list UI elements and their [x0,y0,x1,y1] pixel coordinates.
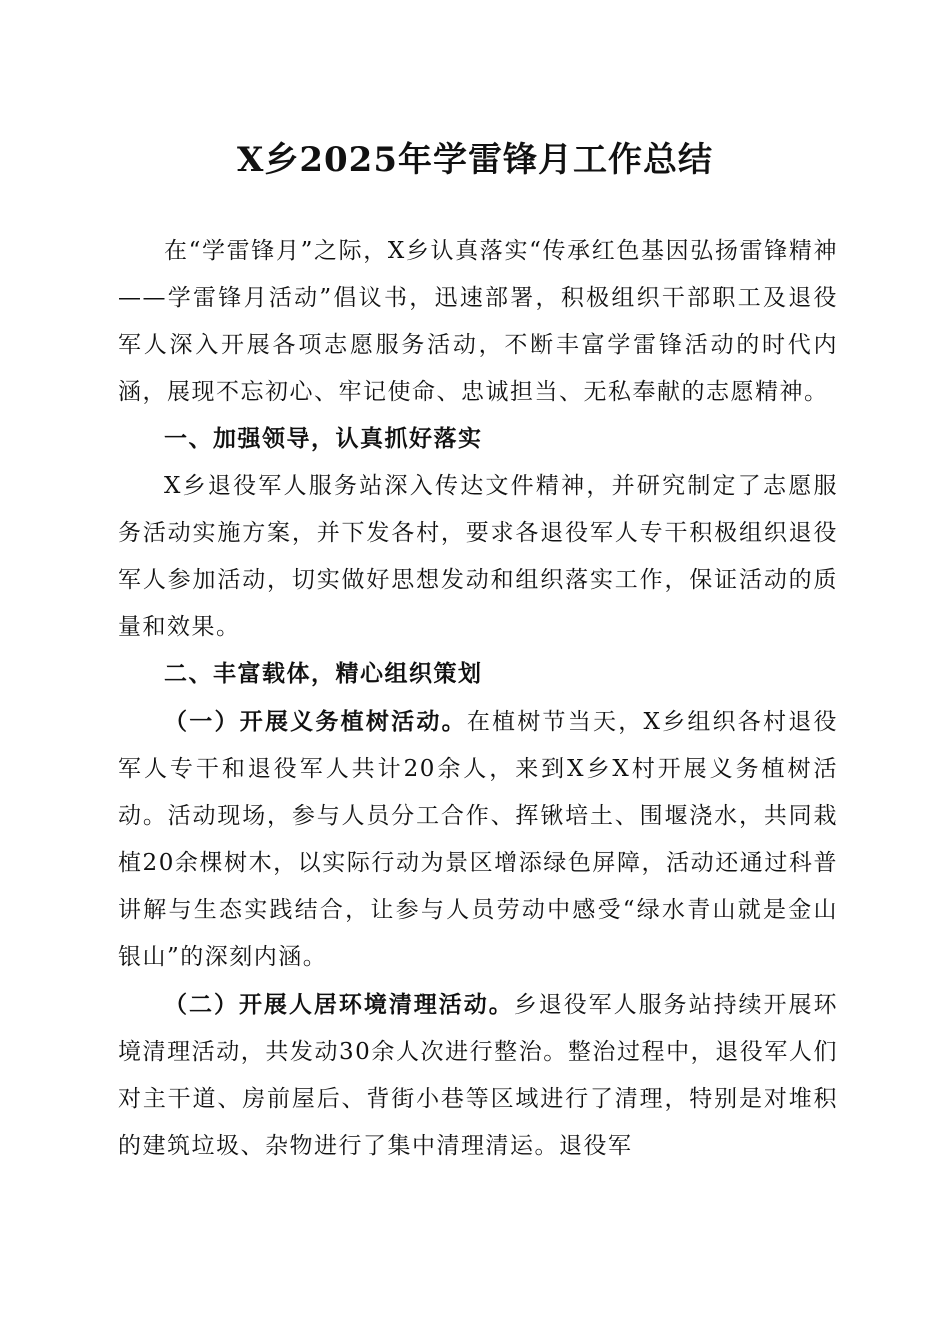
section-2-item-1-paragraph [118,698,838,981]
section-2-item-2-text: 乡退役军人服务站持续开展环境清理活动，共发动30余人次进行整治。整治过程中，退役军人们对主干道、房前屋后、背街小巷等区域进行了清理，特别是对堆积的建筑垃圾、杂物进行了集中清理清运。退役军 [118,992,839,1159]
section-2-item-1-lead: （一）开展义务植树活动。 [164,708,467,735]
section-2-item-2-lead: （二）开展人居环境清理活动。 [164,991,514,1018]
intro-paragraph: 在“学雷锋月”之际，X乡认真落实“传承红色基因弘扬雷锋精神——学雷锋月活动”倡议书，迅速部署，积极组织干部职工及退役军人深入开展各项志愿服务活动，不断丰富学雷锋活动的时代内涵，展现不忘初心、牢记使命、忠诚担当、无私奉献的志愿精神。 [118,238,838,405]
document-title: X乡2025年学雷锋月工作总结 [236,140,713,180]
document-body [118,228,838,1170]
section-2-item-2-paragraph [118,981,838,1170]
section-1-paragraph: X乡退役军人服务站深入传达文件精神，并研究制定了志愿服务活动实施方案，并下发各村，要求各退役军人专干积极组织退役军人参加活动，切实做好思想发动和组织落实工作，保证活动的质量和效果。 [118,473,838,640]
section-2-heading: 二、丰富载体，精心组织策划 [164,661,483,687]
section-1-heading: 一、加强领导，认真抓好落实 [164,426,483,452]
section-2-item-1-text: 在植树节当天，X乡组织各村退役军人专干和退役军人共计20余人，来到X乡X村开展义务植树活动。活动现场，参与人员分工合作、挥锹培土、围堰浇水，共同栽植20余棵树木，以实际行动为景区增添绿色屏障，活动还通过科普讲解与生态实践结合，让参与人员劳动中感受“绿水青山就是金山银山”的深刻内涵。 [118,709,839,970]
